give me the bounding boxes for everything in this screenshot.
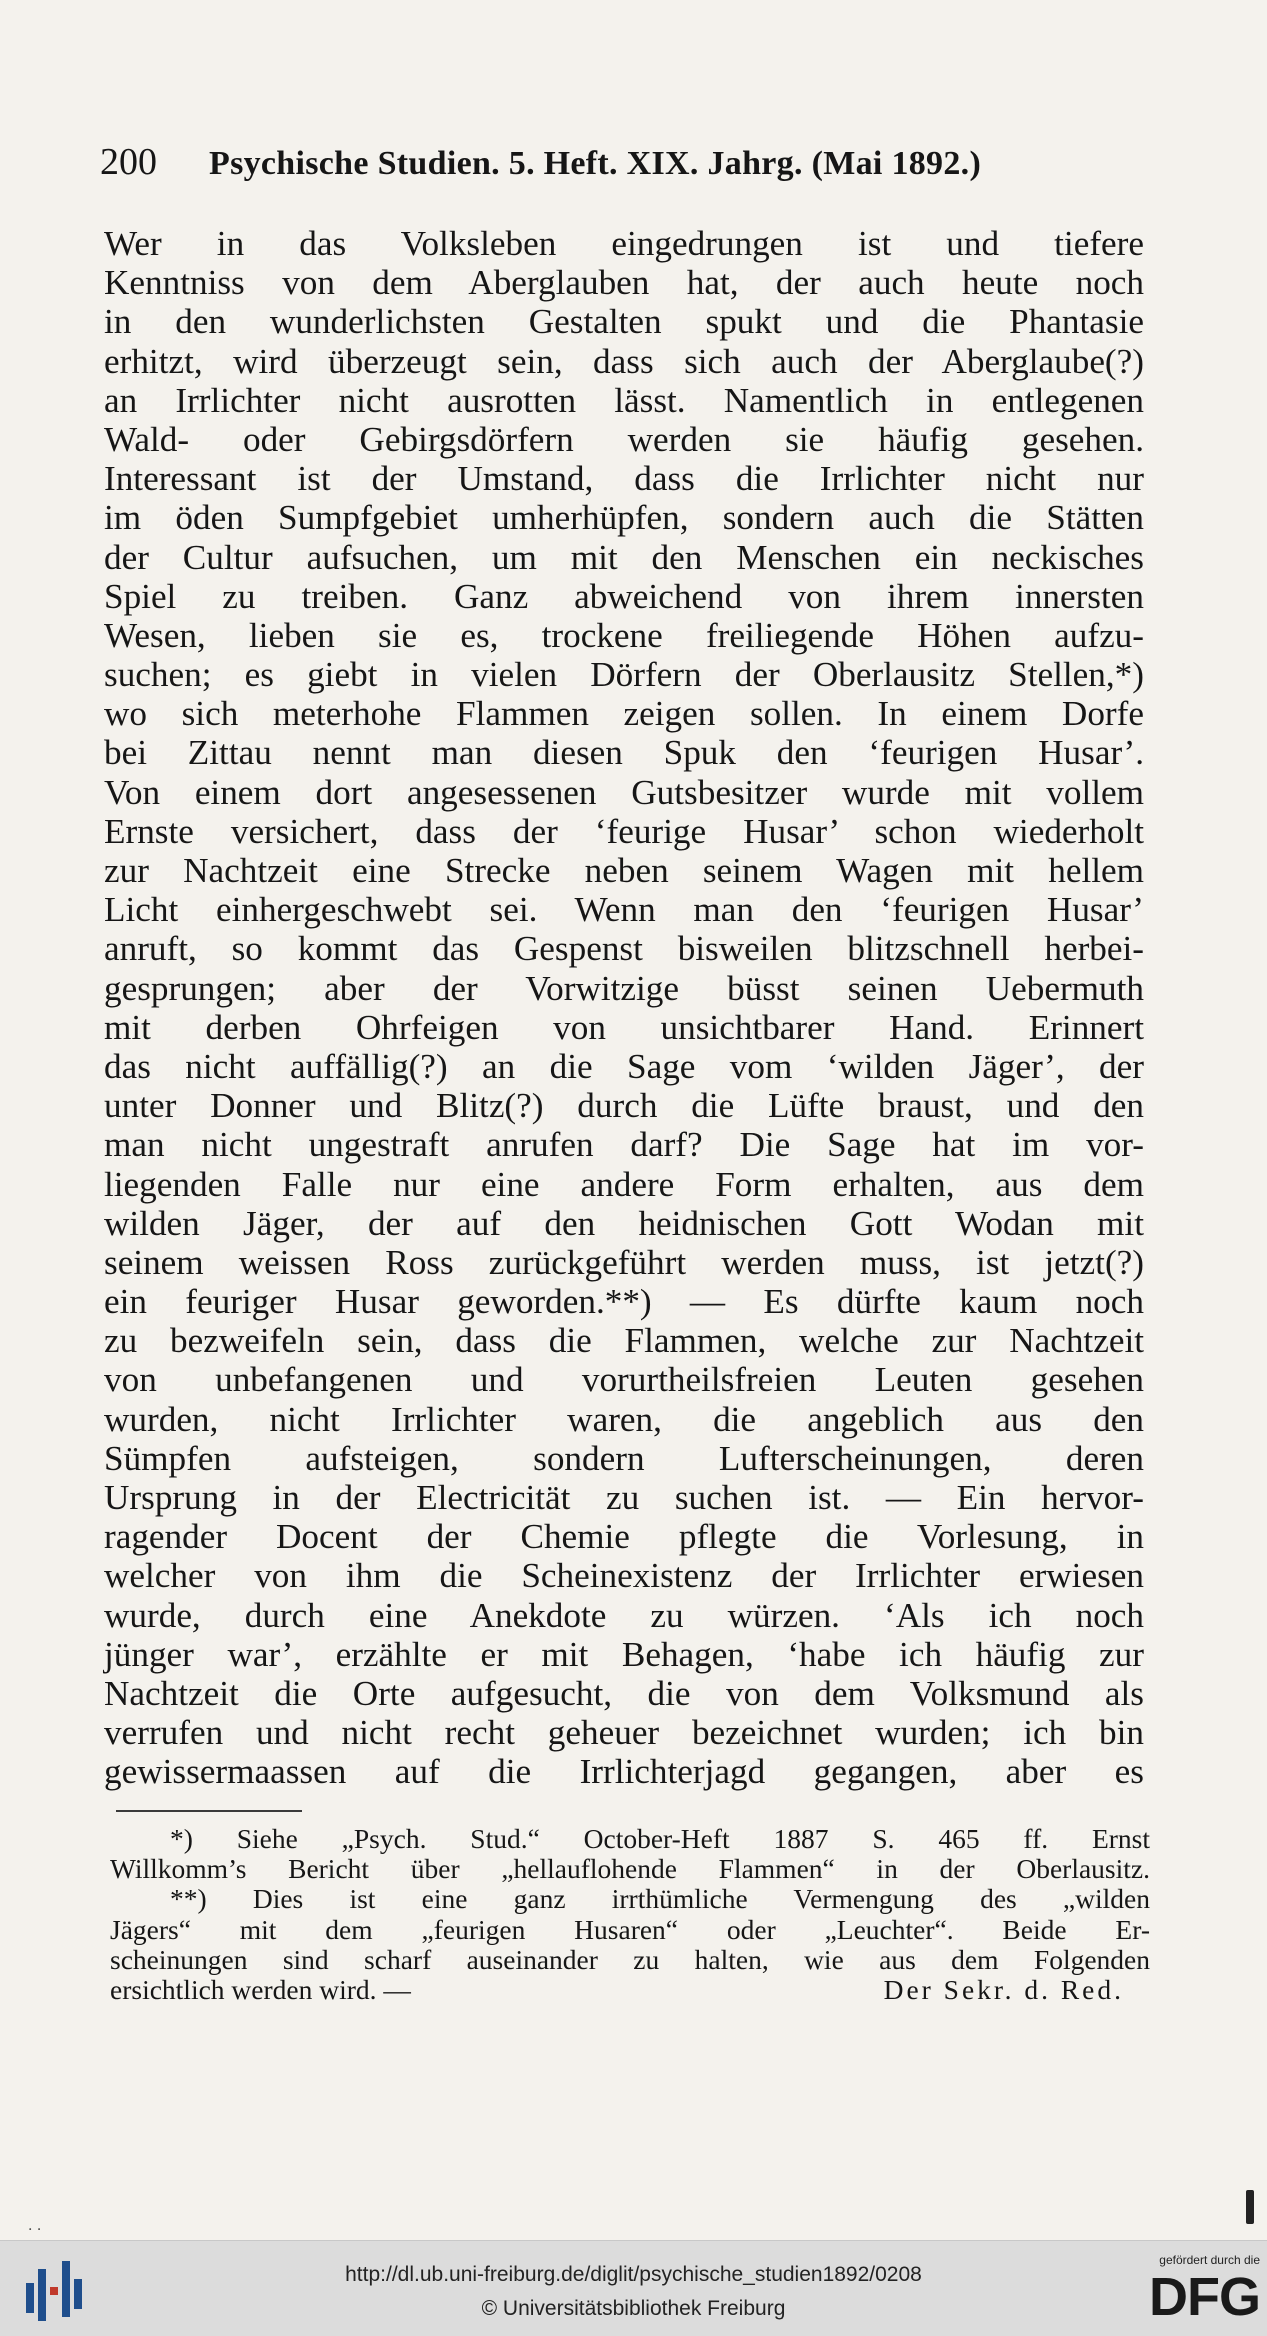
body-line: wurden, nicht Irrlichter waren, die angeblich aus den [104, 1399, 1144, 1439]
body-line: zu bezweifeln sein, dass die Flammen, welche zur Nachtzeit [104, 1321, 1144, 1361]
page-number: 200 [100, 141, 157, 183]
body-line: gewissermaassen auf die Irrlichterjagd gegangen, aber es [104, 1752, 1144, 1792]
body-line: Wesen, lieben sie es, trockene freiliegende Höhen aufzu- [104, 615, 1144, 655]
footnote-2-text-end: ersichtlich werden wird. — [110, 1973, 411, 2005]
funding-note: gefördert durch die [1159, 2253, 1260, 2267]
body-line: Kenntniss von dem Aberglauben hat, der auch heute noch [104, 263, 1144, 303]
source-url-link[interactable]: http://dl.ub.uni-freiburg.de/diglit/psychische_studien1892/0208 [345, 2263, 922, 2286]
body-line: ein feuriger Husar geworden.**) — Es dürfte kaum noch [104, 1282, 1144, 1322]
body-line: Ursprung in der Electricität zu suchen ist. — Ein hervor- [104, 1478, 1144, 1517]
body-line: man nicht ungestraft anrufen darf? Die Sage hat im vor- [104, 1125, 1144, 1165]
body-line: in den wunderlichsten Gestalten spukt und die Phantasie [104, 302, 1144, 342]
body-line: Von einem dort angesessenen Gutsbesitzer wurde mit vollem [104, 772, 1144, 812]
body-line: an Irrlichter nicht ausrotten lässt. Namentlich in entlegenen [104, 380, 1144, 420]
body-line: bei Zittau nennt man diesen Spuk den ‘feurigen Husar’. [104, 733, 1144, 773]
body-line: liegenden Falle nur eine andere Form erhalten, aus dem [104, 1164, 1144, 1204]
footnote-1-line-2: Willkomm’s Bericht über „hellauflohende Flammen“ in der Oberlausitz. [110, 1853, 1150, 1885]
footnote-2-line-2: Jägers“ mit dem „feurigen Husaren“ oder „Leuchter“. Beide Er- [110, 1913, 1150, 1945]
scan-speck: · · [28, 2222, 42, 2238]
copyright-notice: © Universitätsbibliothek Freiburg [481, 2297, 786, 2320]
footnote-2-line-1: **) Dies ist eine ganz irrthümliche Vermengung des „wilden [170, 1883, 1150, 1915]
body-line: wilden Jäger, der auf den heidnischen Gott Wodan mit [104, 1203, 1144, 1243]
body-line: seinem weissen Ross zurückgeführt werden muss, ist jetzt(?) [104, 1242, 1144, 1282]
running-title: Psychische Studien. 5. Heft. XIX. Jahrg. (Mai 1892.) [209, 145, 982, 182]
body-line: gesprungen; aber der Vorwitzige büsst seinen Uebermuth [104, 968, 1144, 1008]
scan-margin-mark [1246, 2190, 1254, 2224]
body-line: das nicht auffällig(?) an die Sage vom ‘wilden Jäger’, der [104, 1046, 1144, 1086]
body-line: anruft, so kommt das Gespenst bisweilen blitzschnell herbei- [104, 929, 1144, 969]
logo-bar [50, 2287, 58, 2295]
body-line: Licht einhergeschwebt sei. Wenn man den ‘feurigen Husar’ [104, 890, 1144, 930]
body-line: unter Donner und Blitz(?) durch die Lüfte braust, und den [104, 1086, 1144, 1126]
body-line: ragender Docent der Chemie pflegte die Vorlesung, in [104, 1517, 1144, 1557]
body-line: von unbefangenen und vorurtheilsfreien Leuten gesehen [104, 1360, 1144, 1400]
running-head [100, 140, 1150, 190]
footnote-2-line-3: scheinungen sind scharf auseinander zu halten, wie aus dem Folgenden [110, 1943, 1150, 1975]
viewer-footer [0, 2240, 1267, 2336]
body-line: Interessant ist der Umstand, dass die Irrlichter nicht nur [104, 459, 1144, 499]
body-text [104, 224, 1144, 1792]
footnote-divider [116, 1810, 302, 1812]
body-line: jünger war’, erzählte er mit Behagen, ‘habe ich häufig zur [104, 1634, 1144, 1674]
footnote-1-line-1: *) Siehe „Psych. Stud.“ October-Heft 1887 S. 465 ff. Ernst [170, 1823, 1150, 1854]
body-line: zur Nachtzeit eine Strecke neben seinem Wagen mit hellem [104, 851, 1144, 890]
dfg-logo-text: DFG [1149, 2267, 1260, 2327]
dfg-funding-logo [1118, 2253, 1260, 2329]
footnotes [110, 1824, 1150, 2005]
body-line: der Cultur aufsuchen, um mit den Menschen ein neckisches [104, 537, 1144, 577]
editor-signature: Der Sekr. d. Red. [883, 1973, 1124, 2005]
body-line: Spiel zu treiben. Ganz abweichend von ihrem innersten [104, 576, 1144, 616]
body-line: Wald- oder Gebirgsdörfern werden sie häufig gesehen. [104, 419, 1144, 459]
body-line: im öden Sumpfgebiet umherhüpfen, sondern auch die Stätten [104, 498, 1144, 538]
body-line: Wer in das Volksleben eingedrungen ist und tiefere [104, 224, 1144, 263]
body-line: Ernste versichert, dass der ‘feurige Husar’ schon wiederholt [104, 811, 1144, 851]
body-line: mit derben Ohrfeigen von unsichtbarer Hand. Erinnert [104, 1007, 1144, 1047]
body-line: verrufen und nicht recht geheuer bezeichnet wurden; ich bin [104, 1713, 1144, 1753]
body-line: welcher von ihm die Scheinexistenz der Irrlichter erwiesen [104, 1556, 1144, 1596]
footnote-2-line-4 [110, 1975, 1150, 2005]
body-line: suchen; es giebt in vielen Dörfern der Oberlausitz Stellen,*) [104, 655, 1144, 695]
body-line: erhitzt, wird überzeugt sein, dass sich auch der Aberglaube(?) [104, 341, 1144, 381]
body-line: wurde, durch eine Anekdote zu würzen. ‘Als ich noch [104, 1595, 1144, 1635]
body-line: wo sich meterhohe Flammen zeigen sollen. In einem Dorfe [104, 694, 1144, 734]
body-line: Sümpfen aufsteigen, sondern Lufterscheinungen, deren [104, 1438, 1144, 1478]
body-line: Nachtzeit die Orte aufgesucht, die von dem Volksmund als [104, 1673, 1144, 1713]
